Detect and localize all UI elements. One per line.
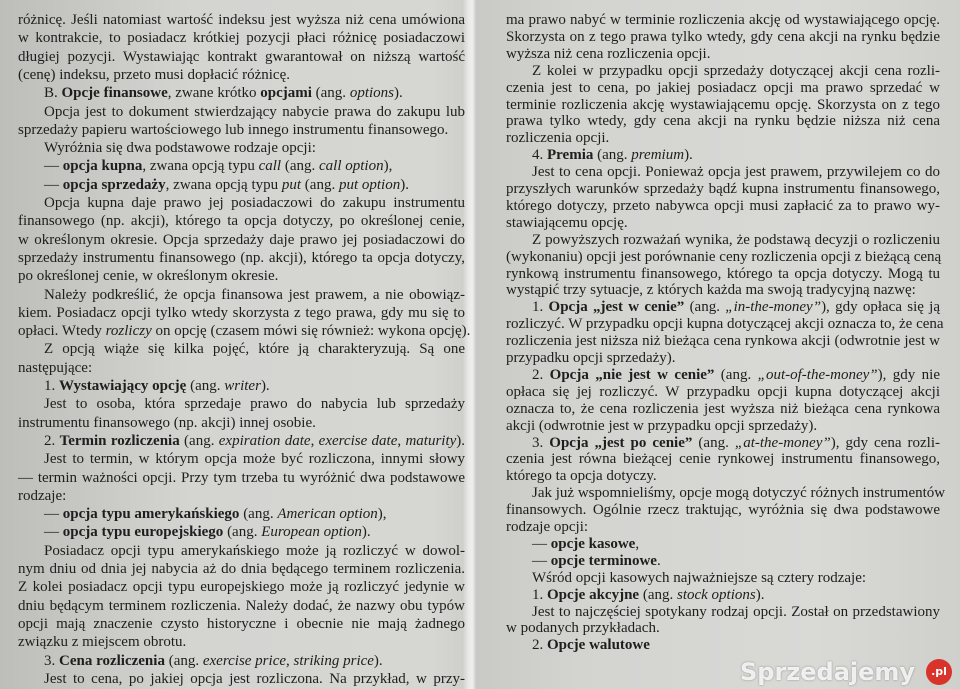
text-run: którego dotyczy, przeto nabywca opcji musi zapłacić za to prawo wy- (506, 197, 940, 214)
text-line (506, 435, 940, 451)
text-line (18, 177, 465, 194)
text-run: oznacza to, że cena rozliczenia jest wyższa niż bieżąca cena rynkowa (506, 400, 940, 417)
text-run: Jest to najczęściej spotykany rodzaj opcji. Został on przedstawiony (532, 603, 940, 620)
text-line (506, 367, 940, 383)
text-line (506, 384, 940, 400)
bold-term: Wystawiający opcję (59, 378, 187, 394)
bold-term: Opcja „jest w cenie” (548, 299, 685, 316)
text-line (506, 63, 940, 79)
text-line (18, 415, 465, 432)
text-run: (ang. (692, 434, 735, 451)
text-line (506, 519, 940, 535)
text-run: Jest to termin, w którym opcja może być rozliczona, innymi słowy (44, 451, 465, 468)
italic-term: maturity (405, 432, 457, 449)
text-run: Jest to cena, po jakiej opcja jest rozliczona. Na przykład, w przy- (44, 670, 465, 687)
text-run: ), (377, 506, 387, 523)
text-line (18, 616, 465, 633)
text-run: (wykonaniu) opcji jest porównanie ceny rozliczenia opcji z bieżącą ceną (506, 248, 942, 265)
text-run: Posiadacz opcji typu amerykańskiego może ją rozliczyć w dowol- (44, 542, 465, 559)
text-run: przypadku opcji sprzedaży). (506, 350, 676, 366)
text-run: dniu będącym terminem rozliczenia. Należy dodać, że nazwy obu typów (18, 597, 465, 614)
bold-term: opcja typu amerykańskiego (62, 506, 240, 523)
italic-term: exercise price (202, 652, 287, 669)
text-run: ), gdy opłaca się ją (821, 299, 941, 316)
text-run: różnicę. Jeśli natomiast wartość indeksu jest wyższa niż cena umówiona (18, 12, 465, 28)
text-line (506, 350, 940, 366)
text-run: ). (400, 176, 409, 193)
text-line (18, 140, 465, 157)
text-run: Wyróżnia się dwa podstawowe rodzaje opcji: (44, 140, 316, 157)
text-run: Opcja jest to dokument stwierdzający nabycie prawa do zakupu lub (44, 103, 465, 120)
watermark-badge: .pl (926, 659, 952, 685)
text-line (18, 67, 465, 84)
text-run: — (44, 176, 63, 193)
text-run: Z kolei w przypadku opcji sprzedaży dotyczącej akcji cena rozli- (532, 62, 940, 79)
text-run: ), (383, 158, 393, 175)
text-run: ). (260, 378, 270, 394)
text-run: Jest to osoba, która sprzedaje prawo do nabycia lub sprzedaży (44, 396, 465, 413)
text-line (506, 553, 940, 569)
bold-term: Opcje walutowe (547, 637, 650, 654)
text-run: rynkową instrumentu finansowego, którego ta opcja dotyczy. Mogą tu (506, 265, 940, 282)
text-line (506, 164, 940, 180)
text-run: finansowych. Ogólnie rzecz traktując, wyróżnia się dwa podstawowe (506, 502, 940, 519)
text-run: Jak już wspomnieliśmy, opcje mogą dotyczyć różnych instrumentów (532, 485, 946, 502)
text-line (506, 401, 940, 417)
text-line (506, 198, 940, 214)
italic-term: premium (631, 147, 685, 164)
text-run: Z powyższych rozważań wynika, że podstawą decyzji o rozliczeniu (532, 231, 940, 248)
text-line (506, 299, 940, 315)
italic-term: put option (338, 176, 401, 193)
text-run: B. (44, 85, 62, 102)
bold-term: Opcja „jest po cenie” (549, 434, 693, 451)
italic-term: expiration date (218, 432, 311, 449)
text-run: sprzedaży instrumentu finansowego (np. akcji), którego ta opcja dotyczy, (18, 249, 465, 266)
text-run: związku z miejscem obrotu. (18, 634, 187, 651)
text-run: . (656, 552, 661, 569)
text-line (506, 181, 940, 197)
text-run: 1. (44, 378, 59, 394)
text-line (506, 249, 940, 265)
text-line (506, 232, 940, 248)
bold-term: opcje terminowe (550, 552, 657, 569)
bold-term: opcja kupna (62, 158, 143, 175)
text-run: ). (361, 524, 371, 541)
text-run: — termin ważności opcji. Przy tym trzeba tu wyróżnić dwa podstawowe (18, 469, 465, 486)
text-run: , zwane krótko (167, 85, 261, 102)
text-run: Opcja kupna daje prawo jej posiadaczowi do zakupu instrumentu (44, 195, 465, 211)
text-run: przyszłych warunków sprzedaży bądź kupna instrumentu finansowego, (506, 181, 940, 197)
text-line (18, 634, 465, 651)
text-line (506, 502, 940, 518)
italic-term: rozliczy (105, 323, 152, 340)
text-run: , (286, 652, 294, 669)
bold-term: Cena rozliczenia (59, 652, 165, 669)
text-line (506, 637, 940, 653)
text-line (18, 579, 465, 596)
text-run: , (635, 535, 640, 552)
text-run: 3. (44, 652, 59, 669)
text-line (18, 250, 465, 267)
text-line (506, 620, 940, 636)
text-line (18, 195, 465, 212)
text-run: w określonym okresie. Opcja sprzedaży daje prawo jej posiadaczowi do (18, 231, 465, 248)
bold-term: Termin rozliczenia (59, 432, 180, 449)
italic-term: stock options (676, 586, 756, 603)
text-run: — (44, 506, 63, 523)
italic-term: American option (277, 506, 378, 523)
text-run: Z opcją wiąże się kilka pojęć, które ją charakteryzują. Są one (44, 341, 465, 358)
text-line (18, 561, 465, 578)
text-line (18, 122, 465, 139)
italic-term: exercise date (318, 432, 398, 449)
text-line (18, 653, 465, 670)
text-run: — (44, 524, 63, 541)
text-line (18, 287, 465, 304)
text-run: (ang. (239, 506, 278, 523)
text-line (506, 604, 940, 620)
text-line (506, 80, 940, 96)
text-run: (ang. (639, 586, 677, 603)
text-run: terminie rozliczenia akcję wystawiającemu opcję. Skorzysta on z tego (506, 96, 940, 113)
text-run: 4. (532, 147, 547, 164)
text-line (18, 30, 465, 47)
text-run: 3. (532, 434, 550, 451)
italic-term: call option (319, 158, 384, 175)
text-run: akcji (odwrotnie jest w przypadku opcji sprzedaży). (506, 417, 818, 434)
text-line (506, 468, 940, 484)
text-run: rozliczenia opcji. (506, 130, 610, 147)
text-run: — (532, 535, 551, 552)
italic-term: call (258, 158, 282, 175)
text-run: (ang. (684, 299, 726, 316)
text-run: ). (456, 432, 466, 449)
text-run: (ang. (186, 378, 225, 394)
text-run: opcji mają znaczenie czysto historyczne i obecnie nie mają żadnego (18, 615, 465, 632)
text-run: którego ta opcja dotyczy. (506, 468, 657, 485)
text-run: długiej pozycji. Wystawiając kontrakt gwarantował on niższą wartość (18, 48, 465, 65)
text-line (18, 671, 465, 688)
text-run: po określonej cenie, w określonym okresie. (18, 268, 279, 285)
text-run: (ang. (164, 652, 203, 669)
text-line (506, 587, 940, 603)
text-run: prawa tylko wtedy, gdy cena akcji na rynku będzie niższa niż cena (506, 113, 940, 130)
text-run: w kontrakcie, to posiadacz krótkiej pozycji płaci różnicę posiadaczowi (18, 30, 465, 47)
text-run: , zwana opcją typu (165, 176, 282, 193)
text-run: Jest to cena opcji. Ponieważ opcja jest prawem, przywilejem co do (532, 164, 940, 181)
text-run: ). (755, 586, 765, 603)
text-run: ). (394, 85, 403, 102)
text-line (506, 570, 940, 586)
text-run: (ang. (714, 366, 758, 383)
text-line (506, 536, 940, 552)
text-line (18, 341, 465, 358)
text-run: czenia jest równa bieżącej cenie rynkowej instrumentu finansowego, (506, 451, 940, 468)
text-run: nym dniu od dnia jej nabycia aż do dnia będącego terminem rozliczenia. (18, 561, 465, 577)
bold-term: Opcja „nie jest w cenie” (549, 366, 715, 383)
italic-term: striking price (293, 652, 374, 669)
text-run: sprzedaży papieru wartościowego lub innego instrumentu finansowego. (18, 121, 449, 138)
text-run: stawiającemu opcję. (506, 214, 628, 231)
bold-term: opcje kasowe (550, 535, 636, 552)
text-line (18, 268, 465, 285)
text-line (506, 266, 940, 282)
text-run: Należy podkreślić, że opcja finansowa jest prawem, a nie obowiąz- (44, 286, 465, 303)
text-run: ma prawo nabyć w terminie rozliczenia akcję od wystawiającego opcję. (506, 12, 940, 28)
text-line (506, 333, 940, 349)
italic-term: „out-of-the-money” (757, 366, 878, 383)
text-line (506, 130, 940, 146)
text-run: 2. (44, 432, 60, 449)
text-line (506, 46, 940, 62)
text-run: (ang. (311, 85, 350, 102)
text-line (18, 506, 465, 523)
text-line (506, 316, 944, 333)
text-run: czenia jest to cena, po jakiej posiadacz opcji ma prawo sprzedać w (506, 79, 940, 96)
text-run: 2. (532, 637, 547, 654)
text-run: ), gdy cena rozli- (830, 434, 941, 451)
text-line (506, 485, 946, 502)
text-run: Z kolei posiadacz opcji typu europejskiego może ją rozliczyć jedynie w (18, 579, 465, 596)
italic-term: writer (224, 378, 261, 394)
text-line (506, 12, 940, 28)
text-line (18, 543, 465, 560)
text-run: (ang. (593, 147, 632, 164)
text-run: opłaca się jej rozliczyć. W przypadku opcji kupna dotyczącej akcji (506, 383, 940, 400)
text-line (18, 213, 465, 230)
text-run: rozliczenia jest niższa niż bieżąca cena rynkowa akcji (odwrotnie jest w (506, 333, 940, 350)
text-line (18, 49, 465, 66)
text-line (18, 323, 471, 340)
text-run: , zwana opcją typu (142, 158, 259, 175)
text-run: 2. (532, 366, 550, 383)
text-line (506, 29, 940, 45)
text-line (506, 113, 940, 129)
text-line (506, 147, 940, 163)
text-run: rodzaje opcji: (506, 519, 589, 535)
text-run: instrumentu finansowego (np. akcji) innej osobie. (18, 414, 316, 431)
text-run: w podanych przykładach. (506, 620, 660, 637)
text-line (18, 12, 465, 29)
text-line (18, 232, 465, 249)
text-line (18, 470, 465, 487)
text-run: Wśród opcji kasowych najważniejsze są cztery rodzaje: (532, 569, 867, 586)
text-run: 1. (532, 299, 549, 316)
text-line (18, 433, 465, 450)
text-run: wyższa niż cena rozliczenia opcji. (506, 45, 711, 62)
text-run: ), gdy nie (877, 366, 940, 383)
text-run: 1. (532, 586, 547, 603)
text-line (506, 215, 940, 231)
bold-term: opcjami (260, 85, 312, 102)
text-line (18, 305, 465, 322)
bold-term: opcja sprzedaży (62, 176, 166, 193)
italic-term: „at-the-money” (734, 434, 831, 451)
italic-term: options (349, 85, 394, 102)
left-book-page (18, 0, 471, 689)
text-run: , (397, 432, 406, 449)
text-run: (ang. (281, 158, 319, 175)
text-run: — (532, 552, 551, 569)
text-run: kiem. Posiadacz opcji tylko wtedy skorzysta z tego prawa, gdy mu się to (18, 304, 465, 321)
text-run: wystąpić trzy sytuacje, z których każda ma swoją tradycyjną nazwę: (506, 282, 916, 299)
text-line (18, 598, 465, 615)
text-run: rodzaje: (18, 487, 67, 504)
text-run: , (310, 432, 319, 449)
text-line (18, 85, 465, 102)
text-run: (ang. (301, 176, 339, 193)
text-run: następujące: (18, 359, 93, 376)
text-run: (ang. (223, 524, 262, 541)
text-line (506, 282, 940, 298)
bold-term: Opcje finansowe (61, 85, 168, 102)
text-run: Skorzysta on z tego prawa tylko wtedy, gdy cena akcji na rynku będzie (506, 28, 940, 45)
bold-term: opcja typu europejskiego (62, 524, 224, 541)
text-line (506, 418, 940, 434)
text-run: — (44, 158, 63, 175)
text-line (18, 360, 465, 377)
text-run: on opcję (czasem mówi się również: wykona opcję). (151, 323, 471, 340)
italic-term: put (281, 176, 302, 193)
text-run: opłaci. Wtedy (18, 323, 106, 340)
text-run: ). (373, 652, 383, 669)
text-line (18, 378, 465, 395)
text-line (18, 396, 465, 413)
text-line (506, 97, 940, 113)
text-run: (cenę) indeksu, przeto musi dopłacić różnicę. (18, 66, 290, 83)
text-line (18, 158, 465, 175)
bold-term: Premia (547, 147, 594, 164)
text-line (506, 451, 940, 467)
text-run: finansowego (np. akcji), którego ta opcja dotyczy, po określonej cenie, (18, 213, 465, 230)
text-run: ). (684, 147, 693, 164)
text-line (18, 451, 465, 468)
text-line (18, 524, 465, 541)
text-line (18, 488, 465, 505)
text-line (18, 104, 465, 121)
italic-term: European option (261, 524, 362, 541)
right-book-page (506, 0, 946, 689)
text-run: rozliczyć. W przypadku opcji kupna dotyczącej akcji oznacza to, że cena (506, 316, 944, 333)
italic-term: „in-the-money” (725, 299, 822, 316)
text-run: (ang. (179, 432, 219, 449)
bold-term: Opcje akcyjne (547, 586, 640, 603)
watermark-logo: Sprzedajemy (740, 658, 916, 686)
